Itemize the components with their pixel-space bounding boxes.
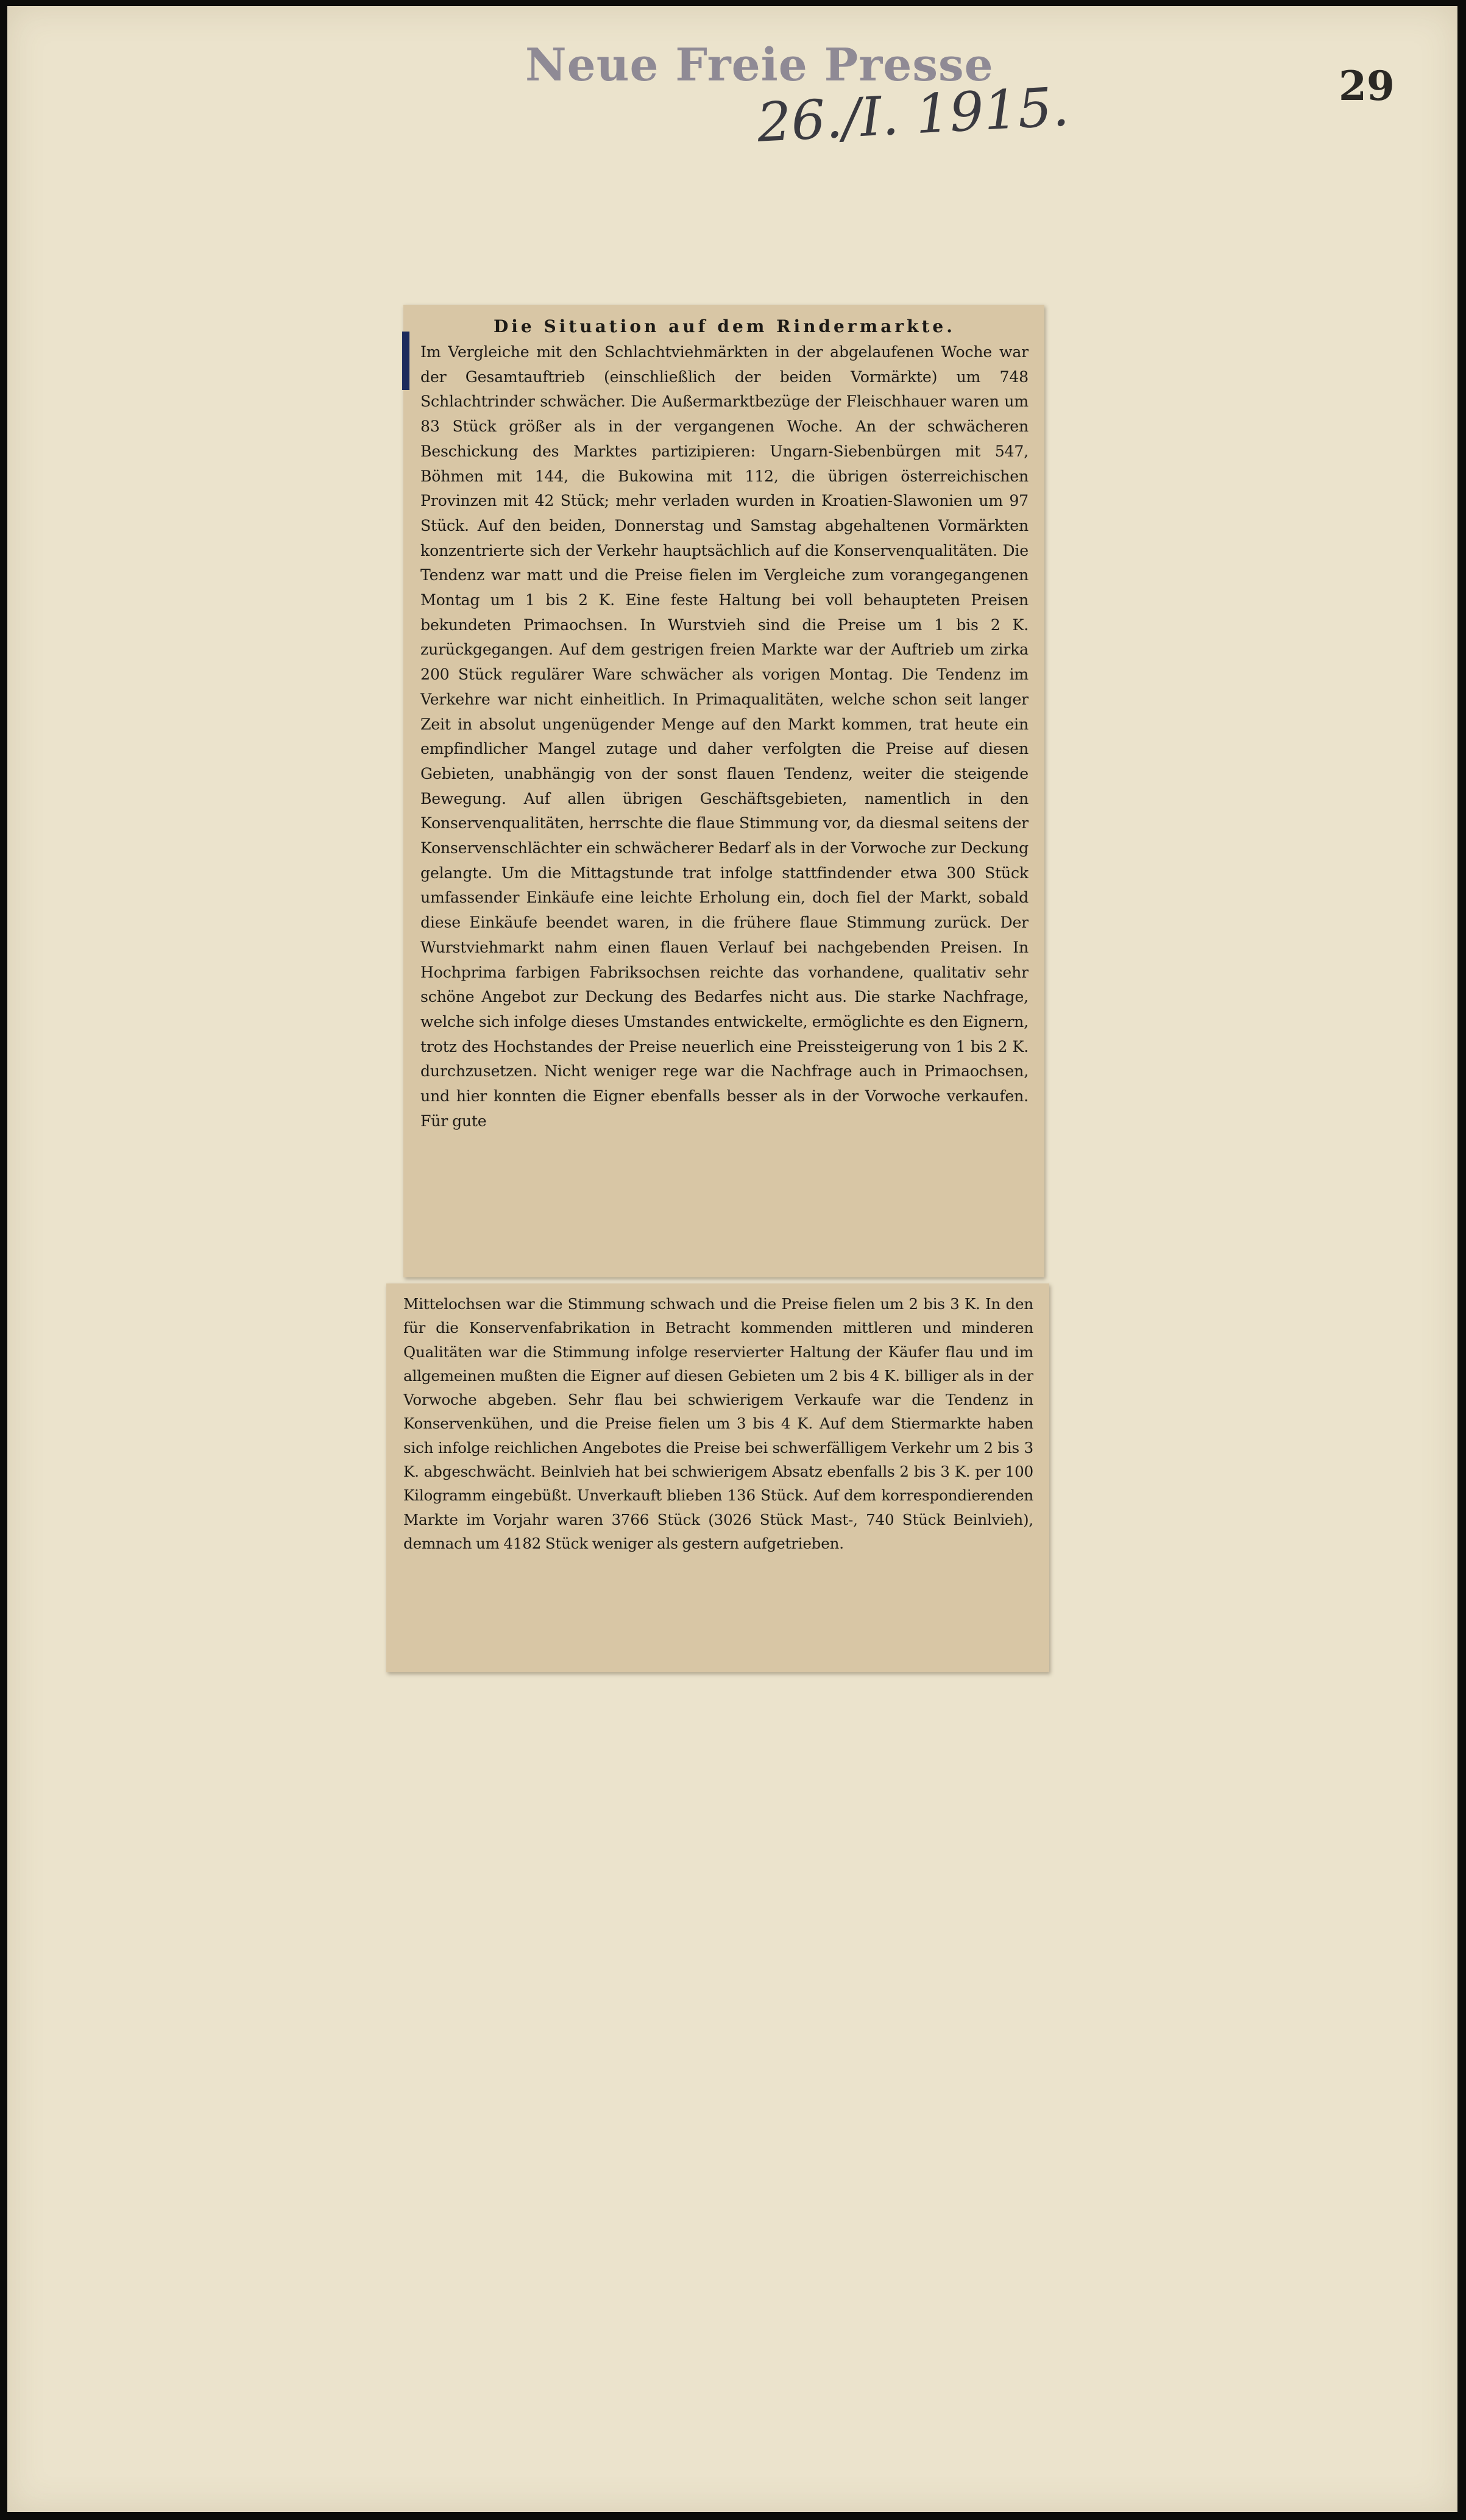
article-body-part-1: Im Vergleiche mit den Schlachtviehmärkten in der abgelaufenen Woche war der Gesamtauftrieb (einschließlich der beiden Vormärkte) um 748 Schlachtrinder schwächer. Die Außermarktbezüge der Fleischhauer waren um 83 Stück größer als in der vergangenen Woche. An der schwächeren Beschickung des Marktes partizipieren: Ungarn-Siebenbürgen mit 547, Böhmen mit 144, die Bukowina mit 112, die übrigen österreichischen Provinzen mit 42 Stück; mehr verladen wurden in Kroatien-Slawonien um 97 Stück. Auf den beiden, Donnerstag und Samstag abgehaltenen Vormärkten konzentrierte sich der Verkehr hauptsächlich auf die Konservenqualitäten. Die Tendenz war matt und die Preise fielen im Vergleiche zum vorangegangenen Montag um 1 bis 2 K. Eine feste Haltung bei voll behaupteten Preisen bekundeten Primaochsen. In Wurstvieh sind die Preise um 1 bis 2 K. zurückgegangen. Auf dem gestrigen freien Markte war der Auftrieb um zirka 200 Stück regulärer Ware schwächer als vorigen Montag. Die Tendenz im Verkehre war nicht einheitlich. In Primaqualitäten, welche schon seit langer Zeit in absolut ungenügender Menge auf den Markt kommen, trat heute ein empfindlicher Mangel zutage und daher verfolgten die Preise auf diesen Gebieten, unabhängig von der sonst flauen Tendenz, weiter die steigende Bewegung. Auf allen übrigen Geschäftsgebieten, namentlich in den Konservenqualitäten, herrschte die flaue Stimmung vor, da diesmal seitens der Konservenschlächter ein schwächerer Bedarf als in der Vorwoche zur Deckung gelangte. Um die Mittagstunde trat infolge stattfindender etwa 300 Stück umfassender Einkäufe eine leichte Erholung ein, doch fiel der Markt, sobald diese Einkäufe beendet waren, in die frühere flaue Stimmung zurück. Der Wurstviehmarkt nahm einen flauen Verlauf bei nachgebenden Preisen. In Hochprima farbigen Fabriksochsen reichte das vorhandene, qualitativ sehr schöne Angebot zur Deckung des Bedarfes nicht aus. Die starke Nachfrage, welche sich infolge dieses Umstandes entwickelte, ermöglichte es den Eignern, trotz des Hochstandes der Preise neuerlich eine Preissteigerung von 1 bis 2 K. durchzusetzen. Nicht weniger rege war die Nachfrage auch in Primaochsen, und hier konnten die Eigner ebenfalls besser als in der Vorwoche verkaufen. Für gute [420, 343, 1029, 1130]
newspaper-clipping-part-1 [403, 305, 1044, 1277]
newspaper-clipping-part-2 [386, 1283, 1049, 1672]
ink-margin-mark [402, 332, 409, 390]
archive-page [7, 6, 1457, 2512]
clipping-2-text-area [403, 1292, 1033, 1666]
newspaper-name-stamp: Neue Freie Presse [525, 39, 994, 91]
article-body-part-2: Mittelochsen war die Stimmung schwach und die Preise fielen um 2 bis 3 K. In den für die Konservenfabrikation in Betracht kommenden mittleren und minderen Qualitäten war die Stimmung infolge reservierter Haltung der Käufer flau und im allgemeinen mußten die Eigner auf diesen Gebieten um 2 bis 4 K. billiger als in der Vorwoche abgeben. Sehr flau bei schwierigem Verkaufe war die Tendenz in Konservenkühen, und die Preise fielen um 3 bis 4 K. Auf dem Stiermarkte haben sich infolge reichlichen Angebotes die Preise bei schwerfälligem Verkehr um 2 bis 3 K. abgeschwächt. Beinlvieh hat bei schwierigem Absatz ebenfalls 2 bis 3 K. per 100 Kilogramm eingebüßt. Unverkauft blieben 136 Stück. Auf dem korrespondierenden Markte im Vorjahr waren 3766 Stück (3026 Stück Mast-, 740 Stück Beinlvieh), demnach um 4182 Stück weniger als gestern aufgetrieben. [403, 1295, 1033, 1552]
page-number: 29 [1339, 62, 1395, 110]
handwritten-date: 26./I. 1915. [756, 75, 1071, 154]
clipping-1-text-area [420, 313, 1029, 1271]
article-headline: Die Situation auf dem Rindermarkte. [493, 316, 955, 336]
